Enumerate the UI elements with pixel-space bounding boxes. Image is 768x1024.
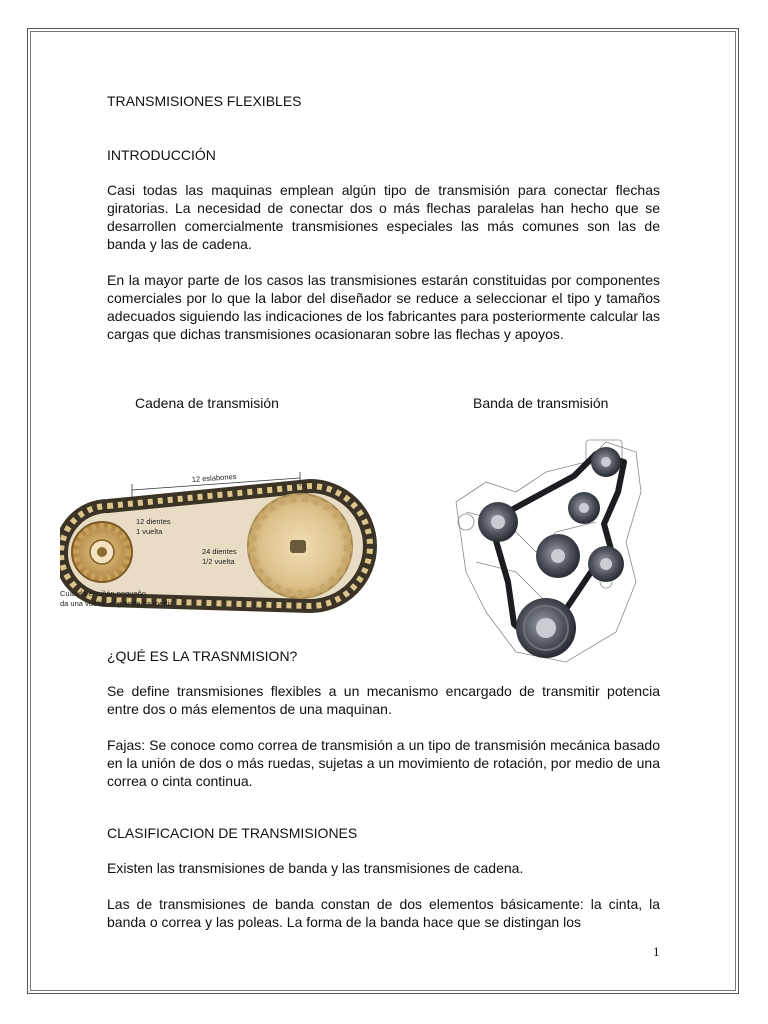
intro-heading: INTRODUCCIÓN xyxy=(107,147,216,163)
page-number: 1 xyxy=(653,944,660,959)
label-note-line1: Cuando el piñón pequeño xyxy=(60,589,146,598)
small-sprocket xyxy=(72,522,132,582)
what-paragraph-2: Fajas: Se conoce como correa de transmisión a un tipo de transmisión mecánica basado en la unión de dos o más ruedas, sujetas a un movimiento de rotación, por medio de una correa o cinta continua. xyxy=(107,737,660,789)
belt-figure-caption: Banda de transmisión xyxy=(473,395,609,411)
label-small-turn: 1 vuelta xyxy=(136,527,163,536)
label-small-teeth: 12 dientes xyxy=(136,517,171,526)
classification-heading: CLASIFICACION DE TRANSMISIONES xyxy=(107,825,358,841)
what-paragraph-1: Se define transmisiones flexibles a un mecanismo encargado de transmitir potencia entre dos o más elementos de una maquinan. xyxy=(107,683,660,717)
chain-drive-image xyxy=(60,468,380,618)
intro-paragraph-1: Casi todas las maquinas emplean algún tipo de transmisión para conectar flechas giratorias. La necesidad de conectar dos o más flechas paralelas han hecho que se desarrollen comercialmente transmisiones especiales las más comunes son las de banda y las de cadena. xyxy=(107,182,660,252)
intro-paragraph-2: En la mayor parte de los casos las transmisiones estarán constituidas por componentes comerciales por lo que la labor del diseñador se reduce a seleccionar el tipo y tamaños adecuados siguiendo las indicaciones de los fabricantes para posteriormente calcular las cargas que dichas transmisiones ocasionaran sobre las flechas y apoyos. xyxy=(107,272,660,342)
label-big-teeth: 24 dientes xyxy=(202,547,237,556)
label-big-turn: 1/2 vuelta xyxy=(202,557,235,566)
belt-drive-image xyxy=(446,432,646,674)
label-note-line2: da una vuelta, el grande da media. xyxy=(60,599,176,608)
classification-paragraph-1: Existen las transmisiones de banda y las transmisiones de cadena. xyxy=(107,860,524,876)
chain-figure-caption: Cadena de transmisión xyxy=(135,395,279,411)
document-title: TRANSMISIONES FLEXIBLES xyxy=(107,93,302,109)
classification-paragraph-2: Las de transmisiones de banda constan de dos elementos básicamente: la cinta, la banda o correa y las poleas. La forma de la banda hace que se distingan los xyxy=(107,896,660,930)
what-heading: ¿QUÉ ES LA TRASNMISION? xyxy=(107,648,298,664)
large-sprocket xyxy=(248,494,352,598)
label-links: 12 eslabones xyxy=(191,471,237,484)
